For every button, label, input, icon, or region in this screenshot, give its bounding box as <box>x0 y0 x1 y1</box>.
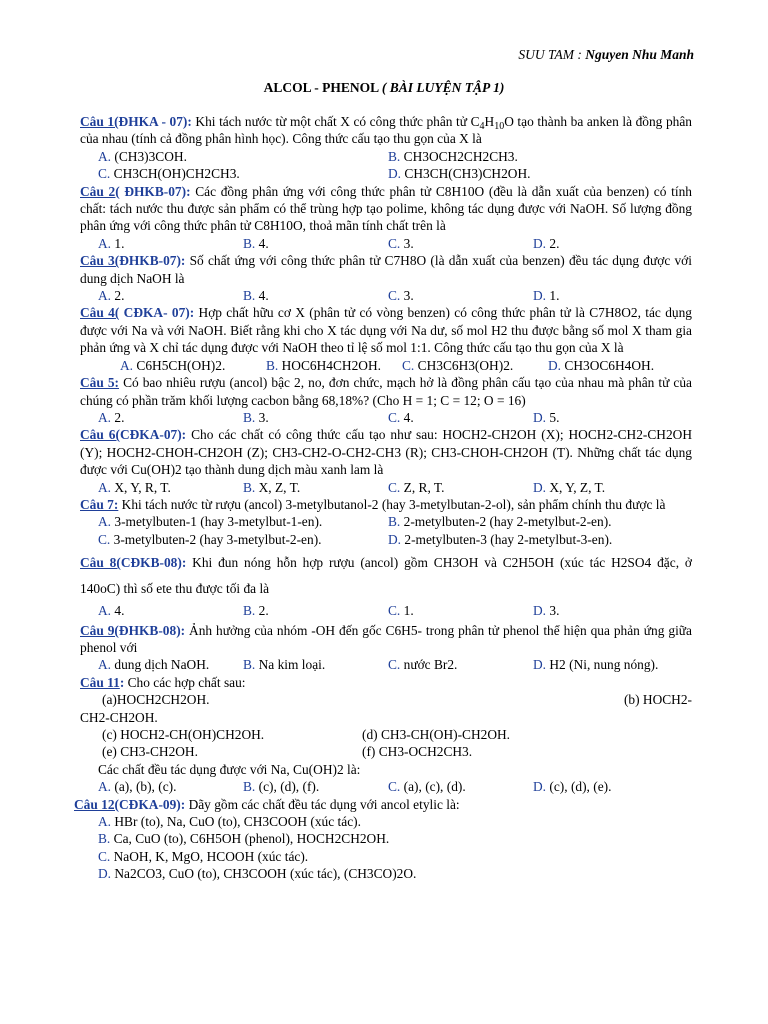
option-d[interactable]: D. 3. <box>533 603 560 619</box>
question-6: Câu 6(CĐKA-07): Cho các chất có công thức cấu tạo như sau: HOCH2-CH2OH (X); HOCH2-CH2-CH2OH (Y); HOCH2-CHOH-CH2OH (Z); CH3-CH2-O-CH2-CH3 (R); CH3-CHOH-CH2OH (T). Những chất tác dụng được với Cu(OH)2 tạo thành dung dịch màu xanh lam là <box>80 427 693 478</box>
option-b[interactable]: B. 4. <box>243 235 269 251</box>
question-5: Câu 5: Có bao nhiêu rượu (ancol) bậc 2, no, đơn chức, mạch hở là đồng phân cấu tạo của nhau mà phân tử của chúng có phần trăm khối lượng cacbon bằng 68,18%? (Cho H = 1; C = 12; O = 16) <box>80 375 692 408</box>
question-2-options <box>80 235 692 252</box>
option-d[interactable]: D. Na2CO3, CuO (to), CH3COOH (xúc tác), (CH3CO)2O. <box>98 866 417 882</box>
option-a[interactable]: A. C6H5CH(OH)2. <box>120 357 226 373</box>
option-d[interactable]: D. 5. <box>533 409 560 425</box>
option-c[interactable]: C. 1. <box>388 603 414 619</box>
question-2: Câu 2( ĐHKB-07): Các đồng phân ứng với công thức phân tử C8H10O (đều là dẫn xuất của benzen) có tính chất: tách nước thu được sản phẩm có thể trùng hợp tạo polime, không tác dụng được với NaOH. Số lượng đồng phân ứng với công thức phân tử C8H10O, thoả mãn tính chất trên là <box>80 183 692 234</box>
question-11: Câu 11: Cho các hợp chất sau: <box>80 674 246 690</box>
option-a[interactable]: A. 3-metylbuten-1 (hay 3-metylbut-1-en). <box>98 514 323 530</box>
option-c[interactable]: C. NaOH, K, MgO, HCOOH (xúc tác). <box>98 848 309 864</box>
option-b[interactable]: B. HOC6H4CH2OH. <box>266 357 381 373</box>
option-c[interactable]: C. 4. <box>388 409 414 425</box>
question-8: Câu 8(CĐKB-08): Khi đun nóng hỗn hợp rượu (ancol) gồm CH3OH và C2H5OH (xúc tác H2SO4 đặc, ở 140oC) thì số ete thu được tối đa là <box>80 555 692 597</box>
option-d[interactable]: D. H2 (Ni, nung nóng). <box>533 657 659 673</box>
option-d[interactable]: D. (c), (d), (e). <box>533 779 612 795</box>
question-4-options <box>80 357 692 374</box>
option-c[interactable]: C. 3-metylbuten-2 (hay 3-metylbut-2-en). <box>98 531 322 547</box>
option-a[interactable]: A. 4. <box>98 603 125 619</box>
option-b[interactable]: B. 2. <box>243 603 269 619</box>
option-a[interactable]: A. (CH3)3COH. <box>98 148 187 164</box>
option-d[interactable]: D. 1. <box>533 288 560 304</box>
question-9-options <box>80 656 692 673</box>
compound-list-row: (e) CH3-CH2OH. (f) CH3-OCH2CH3. <box>102 744 473 760</box>
option-a[interactable]: A. 2. <box>98 409 125 425</box>
option-c[interactable]: C. 3. <box>388 288 414 304</box>
option-d[interactable]: D. 2-metylbuten-3 (hay 2-metylbut-3-en). <box>388 531 613 547</box>
option-b[interactable]: B. CH3OCH2CH2CH3. <box>388 148 518 164</box>
question-11-stem: Các chất đều tác dụng được với Na, Cu(OH)2 là: <box>98 761 361 777</box>
option-b[interactable]: B. (c), (d), (f). <box>243 779 320 795</box>
option-a[interactable]: A. 2. <box>98 288 125 304</box>
option-c[interactable]: C. nước Br2. <box>388 657 458 673</box>
question-1: Câu 1(ĐHKA - 07): Khi tách nước từ một chất X có công thức phân tử $C_4H_{10}O$ tạo thành ba anken là đồng phân của nhau (tính cả đồng phân hình học). Công thức cấu tạo thu gọn của X là <box>80 114 692 147</box>
option-c[interactable]: C. 3. <box>388 235 414 251</box>
option-d[interactable]: D. X, Y, Z, T. <box>533 479 606 495</box>
compound-list-row: CH2-CH2OH. <box>80 709 158 725</box>
question-3-options <box>80 287 692 304</box>
option-a[interactable]: A. HBr (to), Na, CuO (to), CH3COOH (xúc tác). <box>98 814 361 830</box>
question-11-options <box>80 778 692 795</box>
option-c[interactable]: C. (a), (c), (d). <box>388 779 466 795</box>
option-b[interactable]: B. 2-metylbuten-2 (hay 2-metylbut-2-en). <box>388 514 612 530</box>
question-9: Câu 9(ĐHKB-08): Ảnh hưởng của nhóm -OH đến gốc C6H5- trong phân tử phenol thể hiện qua phản ứng giữa phenol với <box>80 622 692 655</box>
option-a[interactable]: A. dung dịch NaOH. <box>98 657 210 673</box>
question-6-options <box>80 479 692 496</box>
option-a[interactable]: A. X, Y, R, T. <box>98 479 171 495</box>
option-a[interactable]: A. (a), (b), (c). <box>98 779 177 795</box>
option-c[interactable]: C. CH3C6H3(OH)2. <box>402 357 514 373</box>
question-list <box>74 113 693 883</box>
option-d[interactable]: D. CH3CH(CH3)CH2OH. <box>388 166 531 182</box>
question-12: Câu 12(CĐKA-09): Dãy gồm các chất đều tác dụng với ancol etylic là: <box>74 796 460 812</box>
compound-list-row: (a)HOCH2CH2OH. (b) HOCH2- <box>102 692 692 708</box>
option-b[interactable]: B. 3. <box>243 409 269 425</box>
compound-list-row: (c) HOCH2-CH(OH)CH2OH. (d) CH3-CH(OH)-CH2OH. <box>102 727 511 742</box>
option-a[interactable]: A. 1. <box>98 235 125 251</box>
question-7: Câu 7: Khi tách nước từ rượu (ancol) 3-metylbutanol-2 (hay 3-metylbutan-2-ol), sản phẩm chính thu được là <box>80 496 666 512</box>
option-b[interactable]: B. Ca, CuO (to), C6H5OH (phenol), HOCH2CH2OH. <box>98 831 390 847</box>
question-5-options <box>80 409 692 426</box>
question-1-options <box>80 148 692 165</box>
option-c[interactable]: C. CH3CH(OH)CH2CH3. <box>98 166 240 182</box>
option-d[interactable]: D. CH3OC6H4OH. <box>548 357 655 373</box>
page-title: ALCOL - PHENOL ( BÀI LUYỆN TẬP 1) <box>263 80 505 95</box>
option-d[interactable]: D. 2. <box>533 235 560 251</box>
question-3: Câu 3(ĐHKB-07): Số chất ứng với công thức phân tử C7H8O (là dẫn xuất của benzen) đều tác dụng được với dung dịch NaOH là <box>80 253 692 286</box>
question-7-options <box>80 513 692 530</box>
option-c[interactable]: C. Z, R, T. <box>388 479 445 495</box>
option-b[interactable]: B. X, Z, T. <box>243 479 301 495</box>
author-signature: SUU TAM : Nguyen Nhu Manh <box>518 47 694 62</box>
option-b[interactable]: B. 4. <box>243 288 269 304</box>
option-b[interactable]: B. Na kim loại. <box>243 657 326 673</box>
question-8-options <box>80 602 692 619</box>
question-4: Câu 4( CĐKA- 07): Hợp chất hữu cơ X (phân tử có vòng benzen) có công thức phân tử là C7H8O2, tác dụng được với Na và với NaOH. Biết rằng khi cho X tác dụng với Na dư, số mol H2 thu được bằng số mol X tham gia phản ứng và X chỉ tác dụng được với NaOH theo tỉ lệ số mol 1:1. Công thức cấu tạo thu gọn của X là <box>80 305 692 356</box>
